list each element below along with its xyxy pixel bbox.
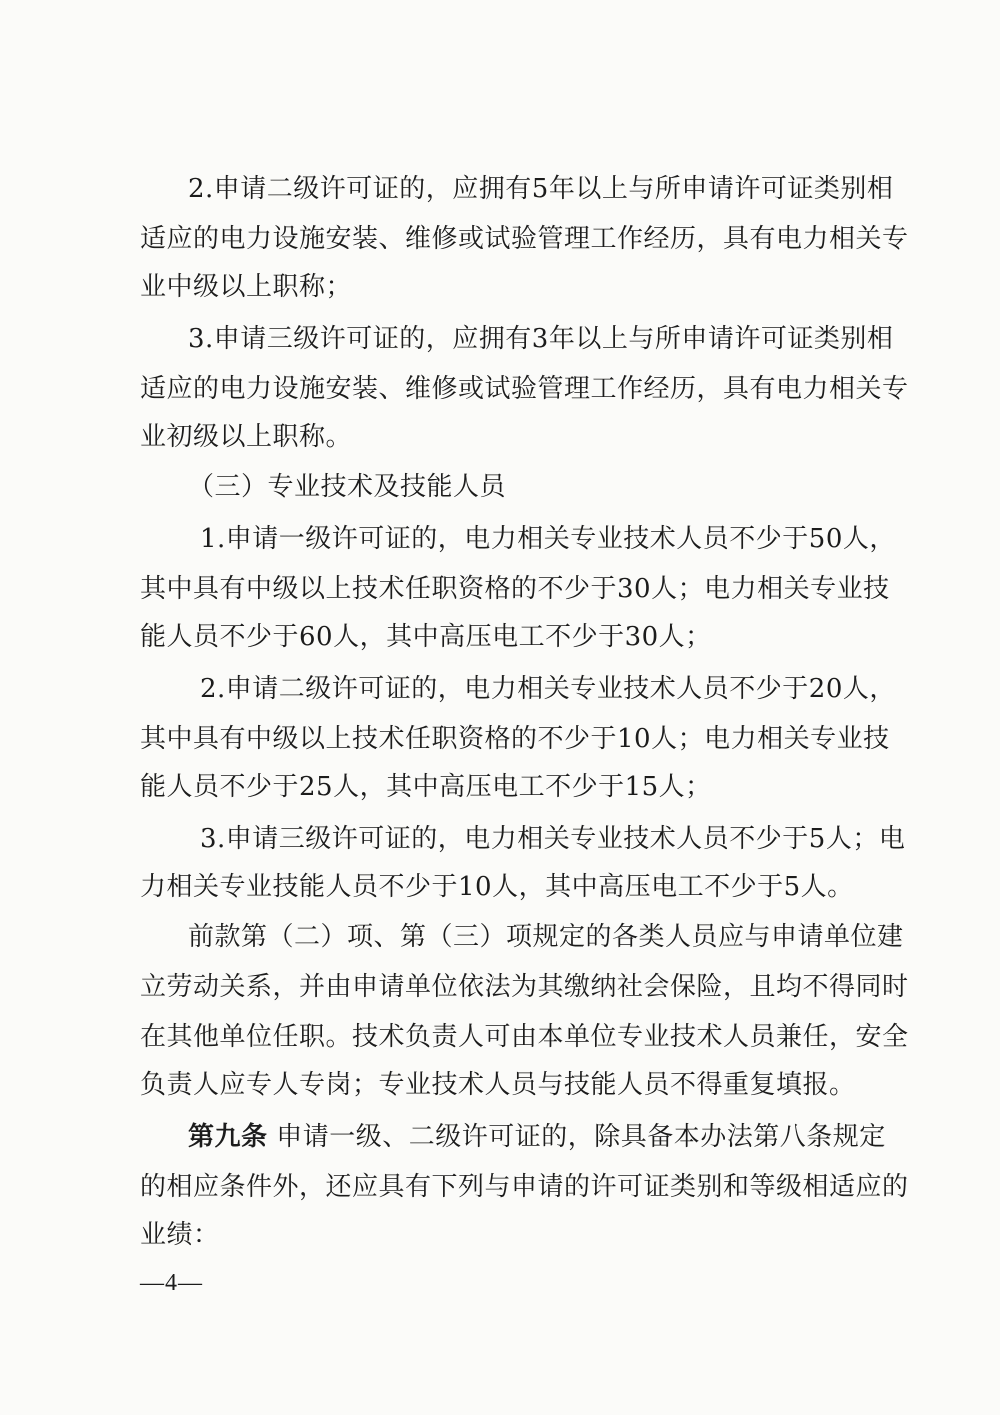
- text-line: 1.申请一级许可证的，电力相关专业技术人员不少于50人，: [200, 524, 896, 554]
- text-line: 其中具有中级以上技术任职资格的不少于10人；电力相关专业技: [140, 724, 890, 754]
- article-nine-label: 第九条: [188, 1122, 268, 1152]
- text-line: 适应的电力设施安装、维修或试验管理工作经历，具有电力相关专: [140, 224, 909, 254]
- text-line: 前款第（二）项、第（三）项规定的各类人员应与申请单位建: [188, 922, 904, 952]
- text-line: 其中具有中级以上技术任职资格的不少于30人；电力相关专业技: [140, 574, 890, 604]
- section-heading: （三）专业技术及技能人员: [188, 472, 507, 502]
- text-line: 2.申请二级许可证的，应拥有5年以上与所申请许可证类别相: [188, 174, 894, 204]
- text-line: 力相关专业技能人员不少于10人，其中高压电工不少于5人。: [140, 872, 854, 902]
- text-line: 负责人应专人专岗；专业技术人员与技能人员不得重复填报。: [140, 1070, 856, 1100]
- text-line: 在其他单位任职。技术负责人可由本单位专业技术人员兼任，安全: [140, 1022, 909, 1052]
- text-line: 立劳动关系，并由申请单位依法为其缴纳社会保险，且均不得同时: [140, 972, 909, 1002]
- text-line: 业初级以上职称。: [140, 422, 353, 452]
- page-number: —4—: [140, 1270, 203, 1296]
- text-line: 3.申请三级许可证的，应拥有3年以上与所申请许可证类别相: [188, 324, 894, 354]
- text-line: 的相应条件外，还应具有下列与申请的许可证类别和等级相适应的: [140, 1172, 909, 1202]
- text-line: 能人员不少于25人，其中高压电工不少于15人；: [140, 772, 712, 802]
- text-line: 业中级以上职称；: [140, 272, 353, 302]
- text-line: 2.申请二级许可证的，电力相关专业技术人员不少于20人，: [200, 674, 896, 704]
- text-line: 适应的电力设施安装、维修或试验管理工作经历，具有电力相关专: [140, 374, 909, 404]
- article-nine-line: [188, 1120, 886, 1154]
- article-nine-text: 申请一级、二级许可证的，除具备本办法第八条规定: [276, 1122, 886, 1152]
- text-line: 3.申请三级许可证的，电力相关专业技术人员不少于5人；电: [200, 824, 906, 854]
- text-line: 业绩：: [140, 1220, 220, 1250]
- text-line: 能人员不少于60人，其中高压电工不少于30人；: [140, 622, 712, 652]
